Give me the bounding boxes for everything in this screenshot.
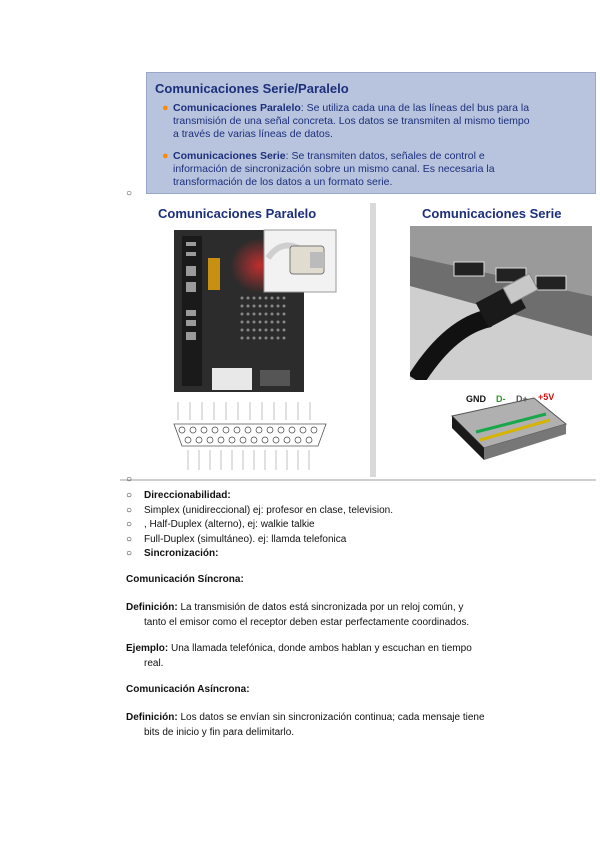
figure-right-title: Comunicaciones Serie xyxy=(422,206,562,221)
list-bullet: ○ xyxy=(126,188,133,199)
orange-bullet-icon: ● xyxy=(162,150,169,162)
bullet-term: Comunicaciones Paralelo xyxy=(173,102,301,114)
slide-bullet-paralelo: ● Comunicaciones Paralelo: Se utiliza cada una de las líneas del bus para la transmisión de una señal concreta. Los datos se transmiten al mismo tiempo a través de varias líneas de datos. xyxy=(162,102,530,140)
slide-bullet-serie: ● Comunicaciones Serie: Se transmiten datos, señales de control e información de sincronización sobre un mismo canal. Es necesaria la transformación de los datos a un formato serie. xyxy=(162,150,495,188)
usb-pin-5v: +5V xyxy=(538,392,555,402)
db25-pinout-diagram xyxy=(170,400,330,472)
list-bullet: ○ xyxy=(126,474,133,485)
sincrona-example: Ejemplo: Una llamada telefónica, donde ambos hablan y escuchan en tiempo real. xyxy=(126,643,472,669)
usb-pin-gnd: GND xyxy=(466,394,486,404)
bullet-term: Comunicaciones Serie xyxy=(173,150,286,162)
usb-pin-dplus: D+ xyxy=(516,394,528,404)
usb-pin-dminus: D- xyxy=(496,394,506,404)
figure-divider xyxy=(370,203,376,477)
slide-title: Comunicaciones Serie/Paralelo xyxy=(155,81,349,96)
figure-bottom-rule xyxy=(120,479,596,481)
slide-panel xyxy=(146,72,596,194)
sincrona-definition: Definición: La transmisión de datos está sincronizada por un reloj común, y tanto el emisor como el receptor deben estar perfectamente coordinados. xyxy=(126,602,470,628)
sincrona-heading: Comunicación Síncrona: xyxy=(126,574,244,585)
asincrona-definition: Definición: Los datos se envían sin sincronización continua; cada mensaje tiene bits de inicio y fin para delimitarlo. xyxy=(126,712,485,738)
figure-left-title: Comunicaciones Paralelo xyxy=(158,206,317,221)
asincrona-heading: Comunicación Asíncrona: xyxy=(126,684,250,695)
orange-bullet-icon: ● xyxy=(162,102,169,114)
pc-parallel-port-photo xyxy=(172,228,337,396)
usb-ports-photo xyxy=(410,226,592,380)
